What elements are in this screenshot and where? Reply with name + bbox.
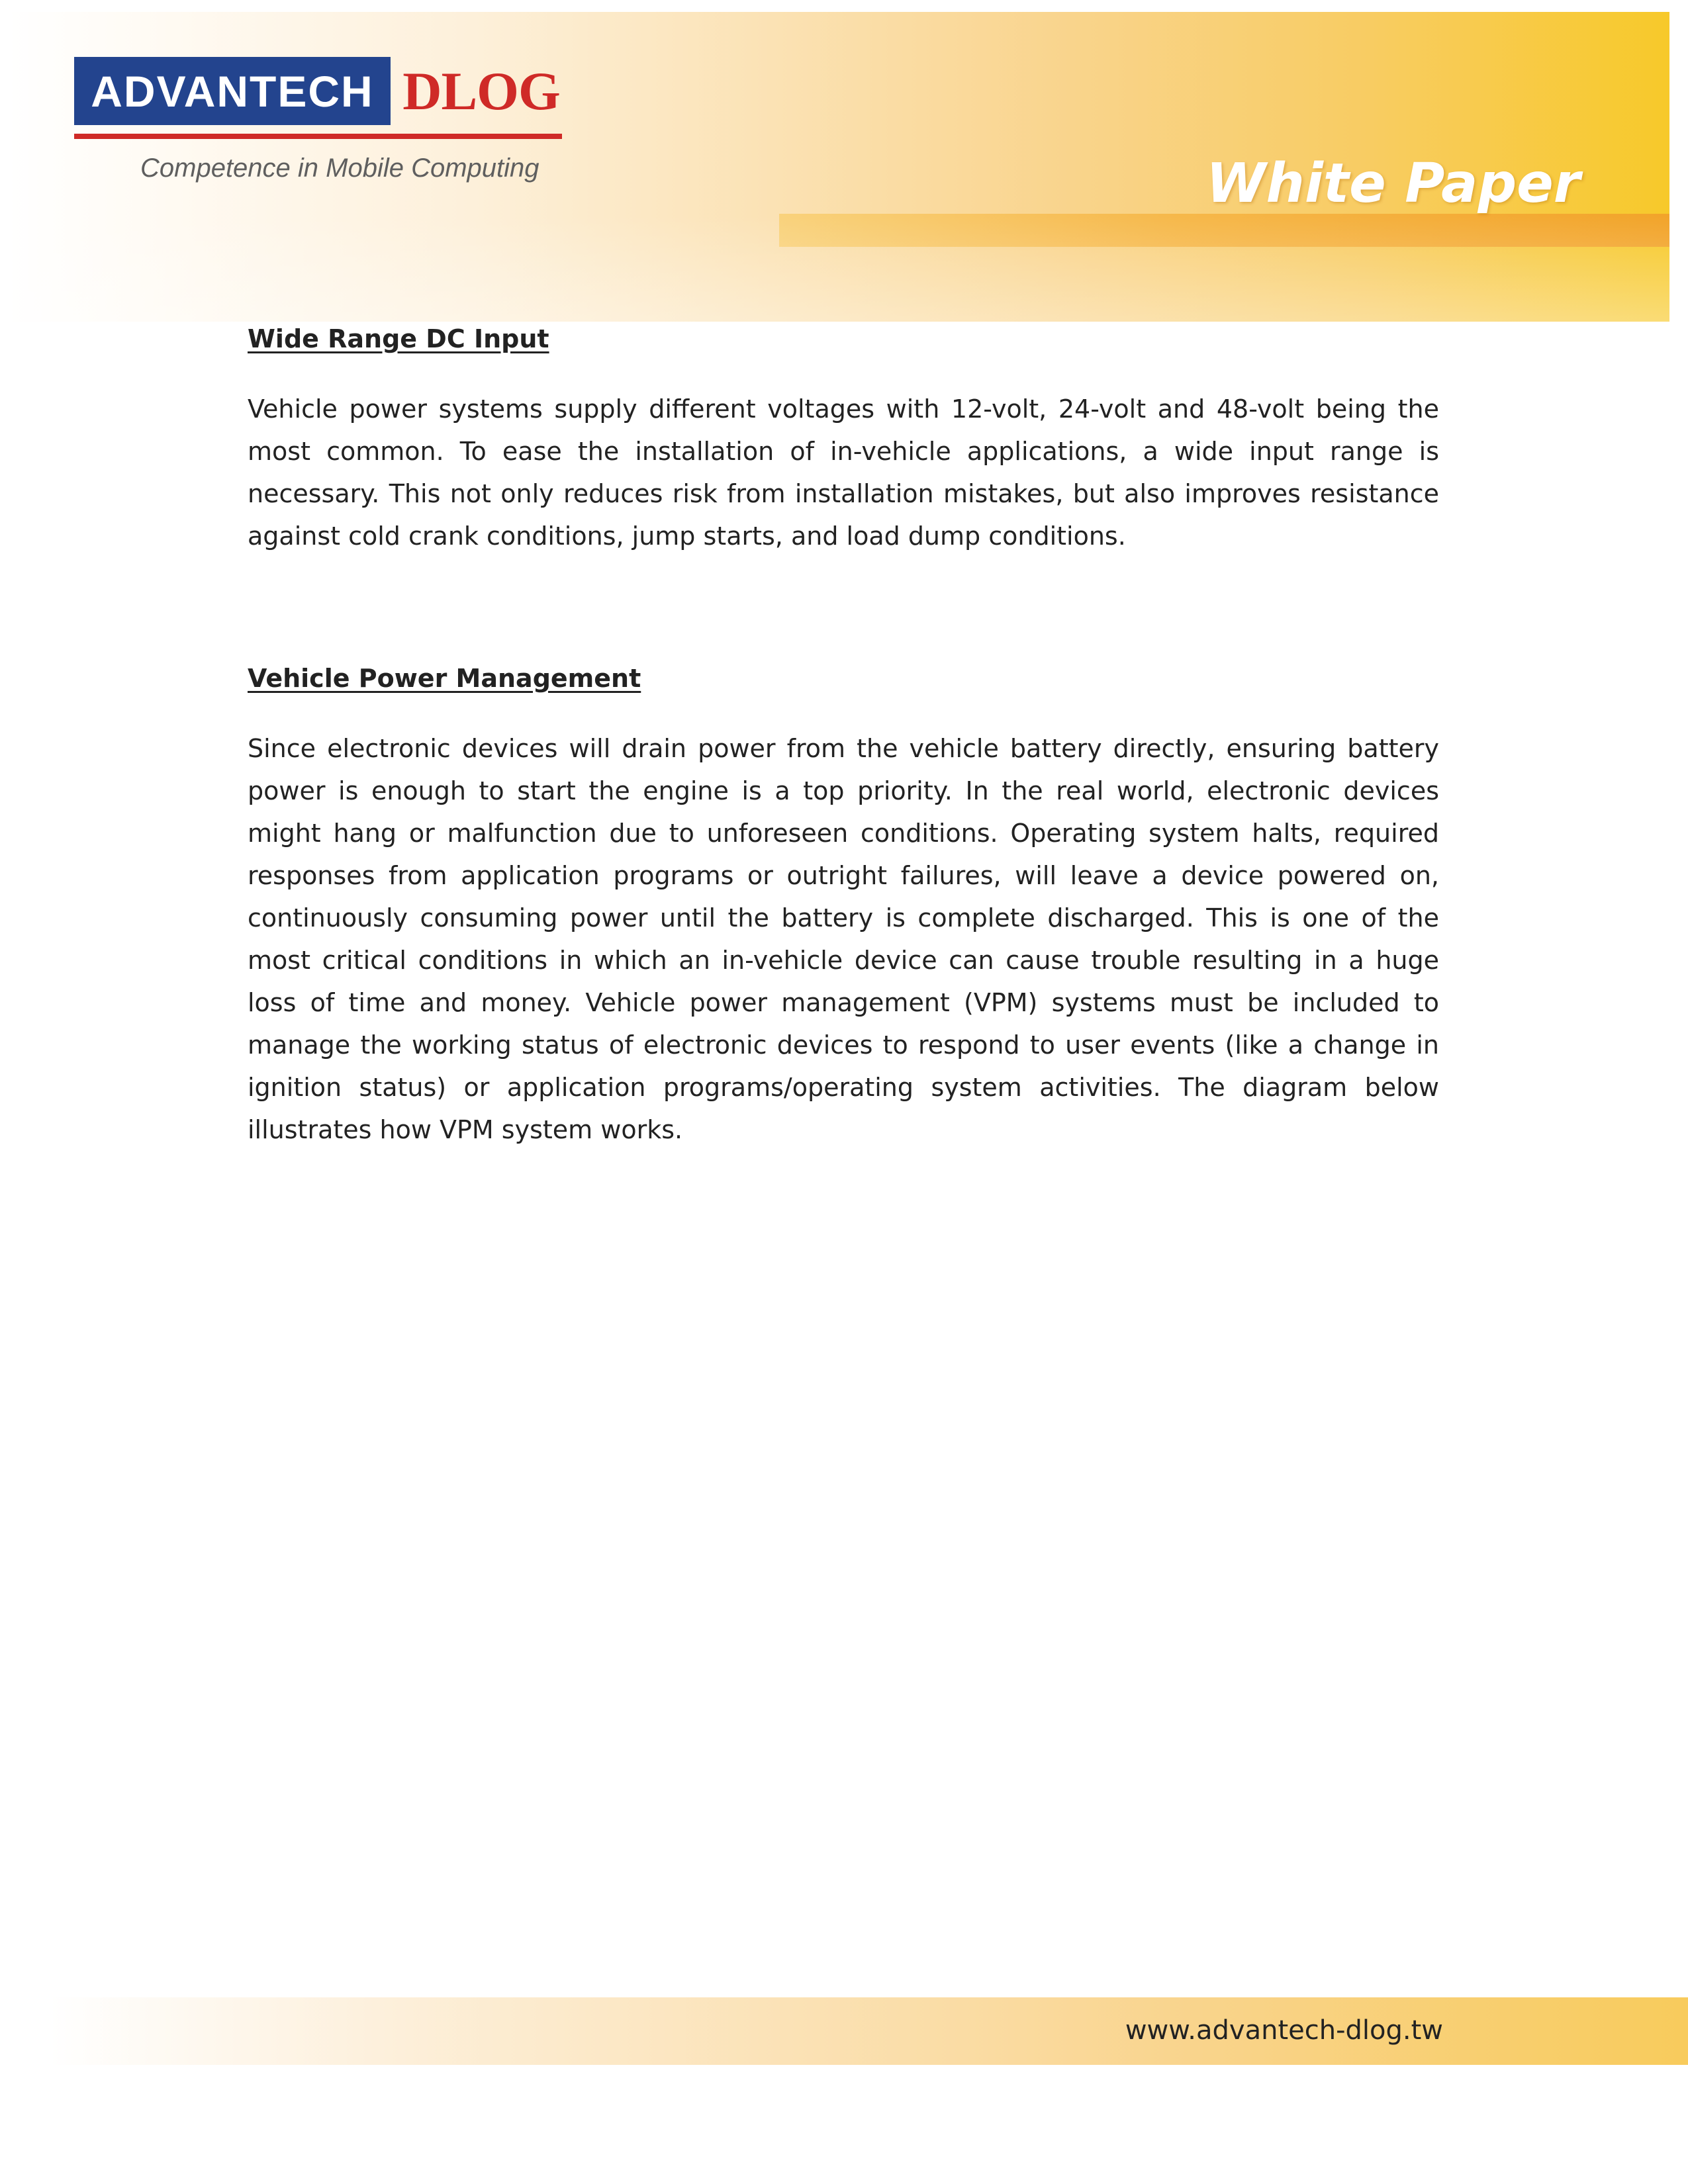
section-heading: Vehicle Power Management bbox=[248, 664, 641, 693]
logo-tagline: Competence in Mobile Computing bbox=[140, 154, 539, 183]
section-paragraph: Since electronic devices will drain power from the vehicle battery directly, ensuring battery power is enough to start the engine is a top priority. In the real world, electronic devices might hang or malfunction due to unforeseen conditions. Operating system halts, required responses from application programs or outright failures, will leave a device powered on, continuously consuming power until the battery is complete discharged. This is one of the most critical conditions in which an in-vehicle device can cause trouble resulting in a huge loss of time and money. Vehicle power management (VPM) systems must be included to manage the working status of electronic devices to respond to user events (like a change in ignition status) or application programs/operating system activities. The diagram below illustrates how VPM system works. bbox=[248, 734, 1439, 1144]
dlog-logo-text: DLOG bbox=[402, 61, 560, 121]
section-heading: Wide Range DC Input bbox=[248, 324, 549, 353]
footer-url[interactable]: www.advantech-dlog.tw bbox=[1125, 2015, 1443, 2046]
section-wide-range-dc-input bbox=[248, 322, 1439, 557]
advantech-logo bbox=[74, 57, 391, 125]
dlog-logo bbox=[402, 58, 560, 124]
document-body bbox=[248, 322, 1439, 1151]
header-banner bbox=[8, 12, 1669, 322]
section-vehicle-power-management bbox=[248, 661, 1439, 1151]
logo-underline bbox=[74, 134, 562, 139]
document-type-title: White Paper bbox=[1206, 152, 1581, 215]
header-stripe bbox=[779, 214, 1669, 247]
advantech-logo-text: ADVANTECH bbox=[91, 66, 374, 116]
section-paragraph: Vehicle power systems supply different voltages with 12-volt, 24-volt and 48-volt being the most common. To ease the installation of in-vehicle applications, a wide input range is necessary. This not only reduces risk from installation mistakes, but also improves resistance against cold crank conditions, jump starts, and load dump conditions. bbox=[248, 394, 1439, 551]
